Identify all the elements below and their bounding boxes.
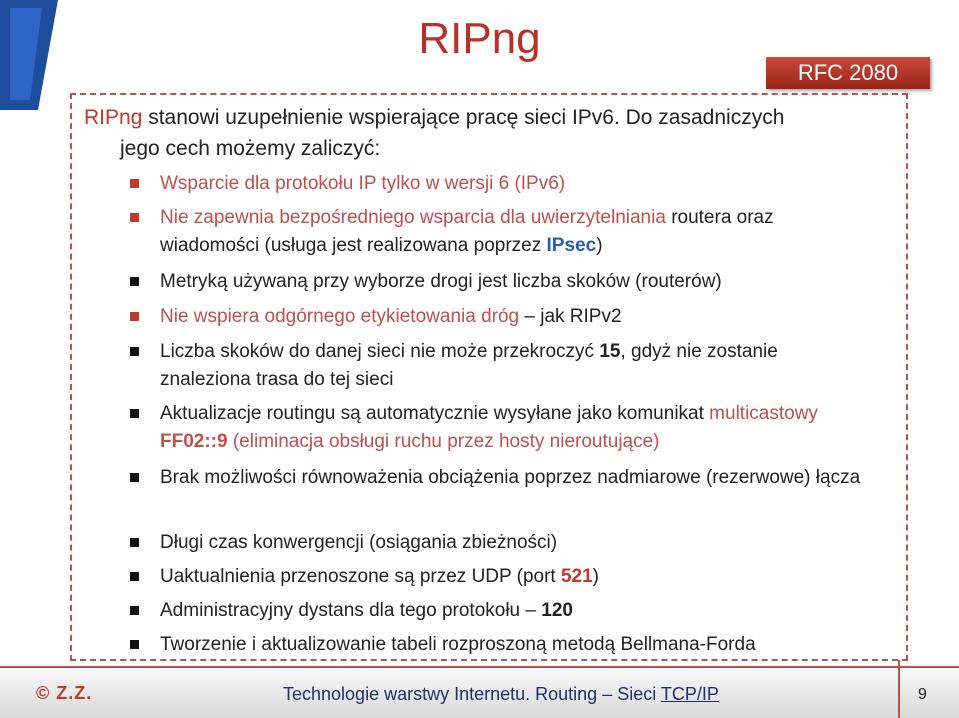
bullet-text: Administracyjny dystans dla tego protokołu – 120 (160, 600, 573, 621)
bullet-item (130, 529, 870, 557)
bullet-item (130, 563, 870, 591)
rfc-badge: RFC 2080 (766, 57, 930, 89)
bullet-text: Nie zapewnia bezpośredniego wsparcia dla uwierzytelniania routera oraz wiadomości (usługa jest realizowana poprzez IPsec) (160, 207, 774, 256)
bullet-item (130, 268, 870, 296)
footer-divider (898, 660, 900, 718)
bullet-marker (130, 606, 139, 615)
intro-term: RIPng (84, 106, 143, 129)
bullet-marker (130, 409, 139, 418)
bullet-item (130, 338, 870, 394)
bullet-text: Tworzenie i aktualizowanie tabeli rozproszoną metodą Bellmana-Forda (160, 634, 756, 655)
footer-logo: © Z.Z. (36, 683, 93, 703)
bullet-text: Wsparcie dla protokołu IP tylko w wersji 6 (IPv6) (160, 173, 566, 194)
slide-title: RIPng (418, 14, 541, 63)
intro-paragraph (84, 102, 904, 164)
bullet-marker (130, 538, 139, 547)
bullet-item (130, 400, 870, 456)
page-number: 9 (918, 686, 927, 703)
bullet-marker (130, 277, 139, 286)
footer-rule (0, 666, 959, 668)
bullet-item (130, 597, 870, 625)
bullet-text: Uaktualnienia przenoszone są przez UDP (port 521) (160, 566, 599, 587)
bullet-item (130, 204, 870, 260)
footer-caption: Technologie warstwy Internetu. Routing – Sieci TCP/IP (283, 684, 719, 704)
intro-text: stanowi uzupełnienie wspierające pracę sieci IPv6. Do zasadniczych (142, 106, 785, 129)
bullet-text: Długi czas konwergencji (osiągania zbieżności) (160, 532, 558, 553)
bullet-text: Aktualizacje routingu są automatycznie wysyłane jako komunikat multicastowy FF02::9 (eliminacja obsługi ruchu przez hosty nieroutujące) (160, 403, 818, 452)
bullet-marker (130, 312, 139, 321)
bullet-item (130, 303, 870, 331)
bullet-text: Nie wspiera odgórnego etykietowania dróg – jak RIPv2 (160, 306, 622, 327)
bullet-item (130, 631, 870, 659)
bullet-marker (130, 640, 139, 649)
intro-line2: jego cech możemy zaliczyć: (120, 137, 381, 160)
bullet-text: Metryką używaną przy wyborze drogi jest liczba skoków (routerów) (160, 271, 722, 292)
bullet-marker (130, 179, 139, 188)
bullet-item (130, 170, 870, 198)
bullet-marker (130, 572, 139, 581)
bullet-text: Liczba skoków do danej sieci nie może przekroczyć 15, gdyż nie zostanie znaleziona trasa do tej sieci (160, 341, 778, 390)
bullet-item (130, 464, 870, 492)
bullet-marker (130, 473, 139, 482)
bullet-text: Brak możliwości równoważenia obciążenia poprzez nadmiarowe (rezerwowe) łącza (160, 467, 861, 488)
bullet-marker (130, 213, 139, 222)
bullet-marker (130, 347, 139, 356)
